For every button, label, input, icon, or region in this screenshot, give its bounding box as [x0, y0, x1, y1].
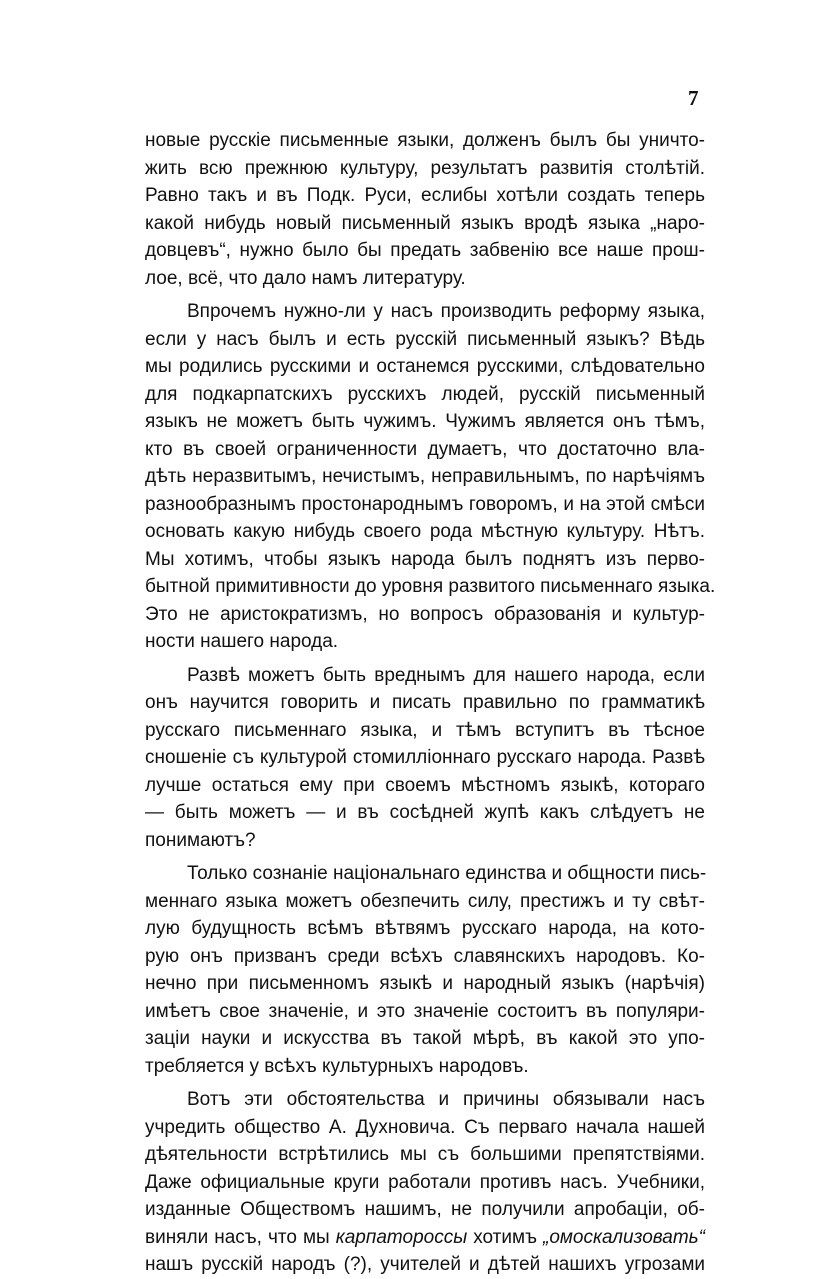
- text-line: требляется у всѣхъ культурныхъ народовъ.: [145, 1055, 529, 1077]
- text-line: нашъ русскій народъ (?), учителей и дѣтей нашихъ угрозами: [145, 1254, 705, 1275]
- text-line: [145, 1224, 705, 1252]
- text-line: ности нашего народа.: [145, 631, 339, 652]
- text-body: [145, 127, 716, 1279]
- text-line: дѣятельности встрѣтились мы съ большими препятствіями.: [145, 1144, 705, 1165]
- text-line: какой нибудь новый письменный языкъ вродѣ языка „наро-: [145, 212, 705, 234]
- text-line: новые русскіе письменные языки, долженъ былъ бы уничто-: [145, 130, 705, 151]
- text-line: Даже официальные круги работали противъ насъ. Учебники,: [145, 1171, 705, 1193]
- text-line: если у насъ былъ и есть русскій письменный языкъ? Вѣдь: [145, 328, 705, 350]
- text-line: довцевъ“, нужно было бы предать забвенію все наше прош-: [145, 240, 705, 261]
- text-line: меннаго языка можетъ обезпечить силу, престижъ и ту свѣт-: [145, 890, 705, 912]
- text-line: Равно такъ и въ Подк. Руси, еслибы хотѣли создать теперь: [145, 185, 705, 206]
- text-line: Мы хотимъ, чтобы языкъ народа былъ поднятъ изъ перво-: [145, 548, 705, 570]
- text-line: изданные Обществомъ нашимъ, не получили апробаціи, об-: [145, 1199, 705, 1220]
- italic-term: „омоскализовать“: [543, 1226, 705, 1248]
- text-line: лучше остаться ему при своемъ мѣстномъ языкѣ, котораго: [145, 774, 705, 796]
- paragraph-container: [145, 127, 716, 1086]
- text-line: кто въ своей ограниченности думаетъ, что достаточно вла-: [145, 438, 705, 460]
- page-number: 7: [688, 86, 699, 110]
- text-line: понимаютъ?: [145, 829, 256, 851]
- text-line: учредить общество А. Духновича. Съ перваго начала нашей: [145, 1116, 705, 1138]
- text-line: нечно при письменномъ языкѣ и народный языкъ (нарѣчія): [145, 973, 705, 994]
- text-line: русскаго письменнаго языка, и тѣмъ вступитъ въ тѣсное: [145, 719, 705, 741]
- text-line: лое, всё, что дало намъ литературу.: [145, 267, 466, 289]
- text-line: — быть можетъ — и въ сосѣдней жупѣ какъ слѣдуетъ не: [145, 802, 705, 823]
- paragraph: [145, 127, 705, 292]
- italic-term: карпатороссы: [335, 1226, 468, 1248]
- text-line: дѣть неразвитымъ, нечистымъ, неправильнымъ, по нарѣчіямъ: [145, 466, 705, 487]
- paragraph: [145, 298, 716, 656]
- text-line: сношеніе съ культурой стомилліоннаго русскаго народа. Развѣ: [145, 747, 705, 768]
- text-line: мы родились русскими и останемся русскими, слѣдовательно: [145, 356, 705, 377]
- text-line: Развѣ можетъ быть вреднымъ для нашего народа, если: [187, 664, 705, 686]
- text-line: жить всю прежнюю культуру, результатъ развитія столѣтій.: [145, 157, 705, 179]
- text-line: основать какую нибудь своего рода мѣстную культуру. Нѣтъ.: [145, 521, 705, 542]
- paragraph: [145, 662, 705, 855]
- text-line: разнообразнымъ простонароднымъ говоромъ, и на этой смѣси: [145, 493, 705, 515]
- text-line: бытной примитивности до уровня развитого письменнаго языка.: [145, 576, 716, 597]
- text-line: рую онъ призванъ среди всѣхъ славянскихъ народовъ. Ко-: [145, 945, 705, 967]
- text-segment: виняли насъ, что мы: [145, 1226, 336, 1248]
- text-line: лую будущность всѣмъ вѣтвямъ русскаго народа, на кото-: [145, 918, 705, 939]
- text-line: имѣетъ свое значеніе, и это значеніе состоитъ въ популяри-: [145, 1000, 705, 1022]
- text-line: заціи науки и искусства въ такой мѣрѣ, въ какой это упо-: [145, 1028, 705, 1049]
- paragraph: [145, 860, 705, 1080]
- text-line: Вотъ эти обстоятельства и причины обязывали насъ: [187, 1089, 705, 1110]
- text-line: языкъ не можетъ быть чужимъ. Чужимъ является онъ тѣмъ,: [145, 411, 705, 432]
- paragraph: [145, 1086, 705, 1279]
- text-line: онъ научится говорить и писать правильно по грамматикѣ: [145, 692, 705, 713]
- text-line: Впрочемъ нужно-ли у насъ производить реформу языка,: [187, 301, 705, 322]
- text-line: для подкарпатскихъ русскихъ людей, русскій письменный: [145, 383, 705, 405]
- text-segment: хотимъ: [467, 1226, 543, 1248]
- text-line: Только сознаніе національнаго единства и общности пись-: [187, 863, 707, 884]
- text-line: Это не аристократизмъ, но вопросъ образованія и культур-: [145, 603, 705, 625]
